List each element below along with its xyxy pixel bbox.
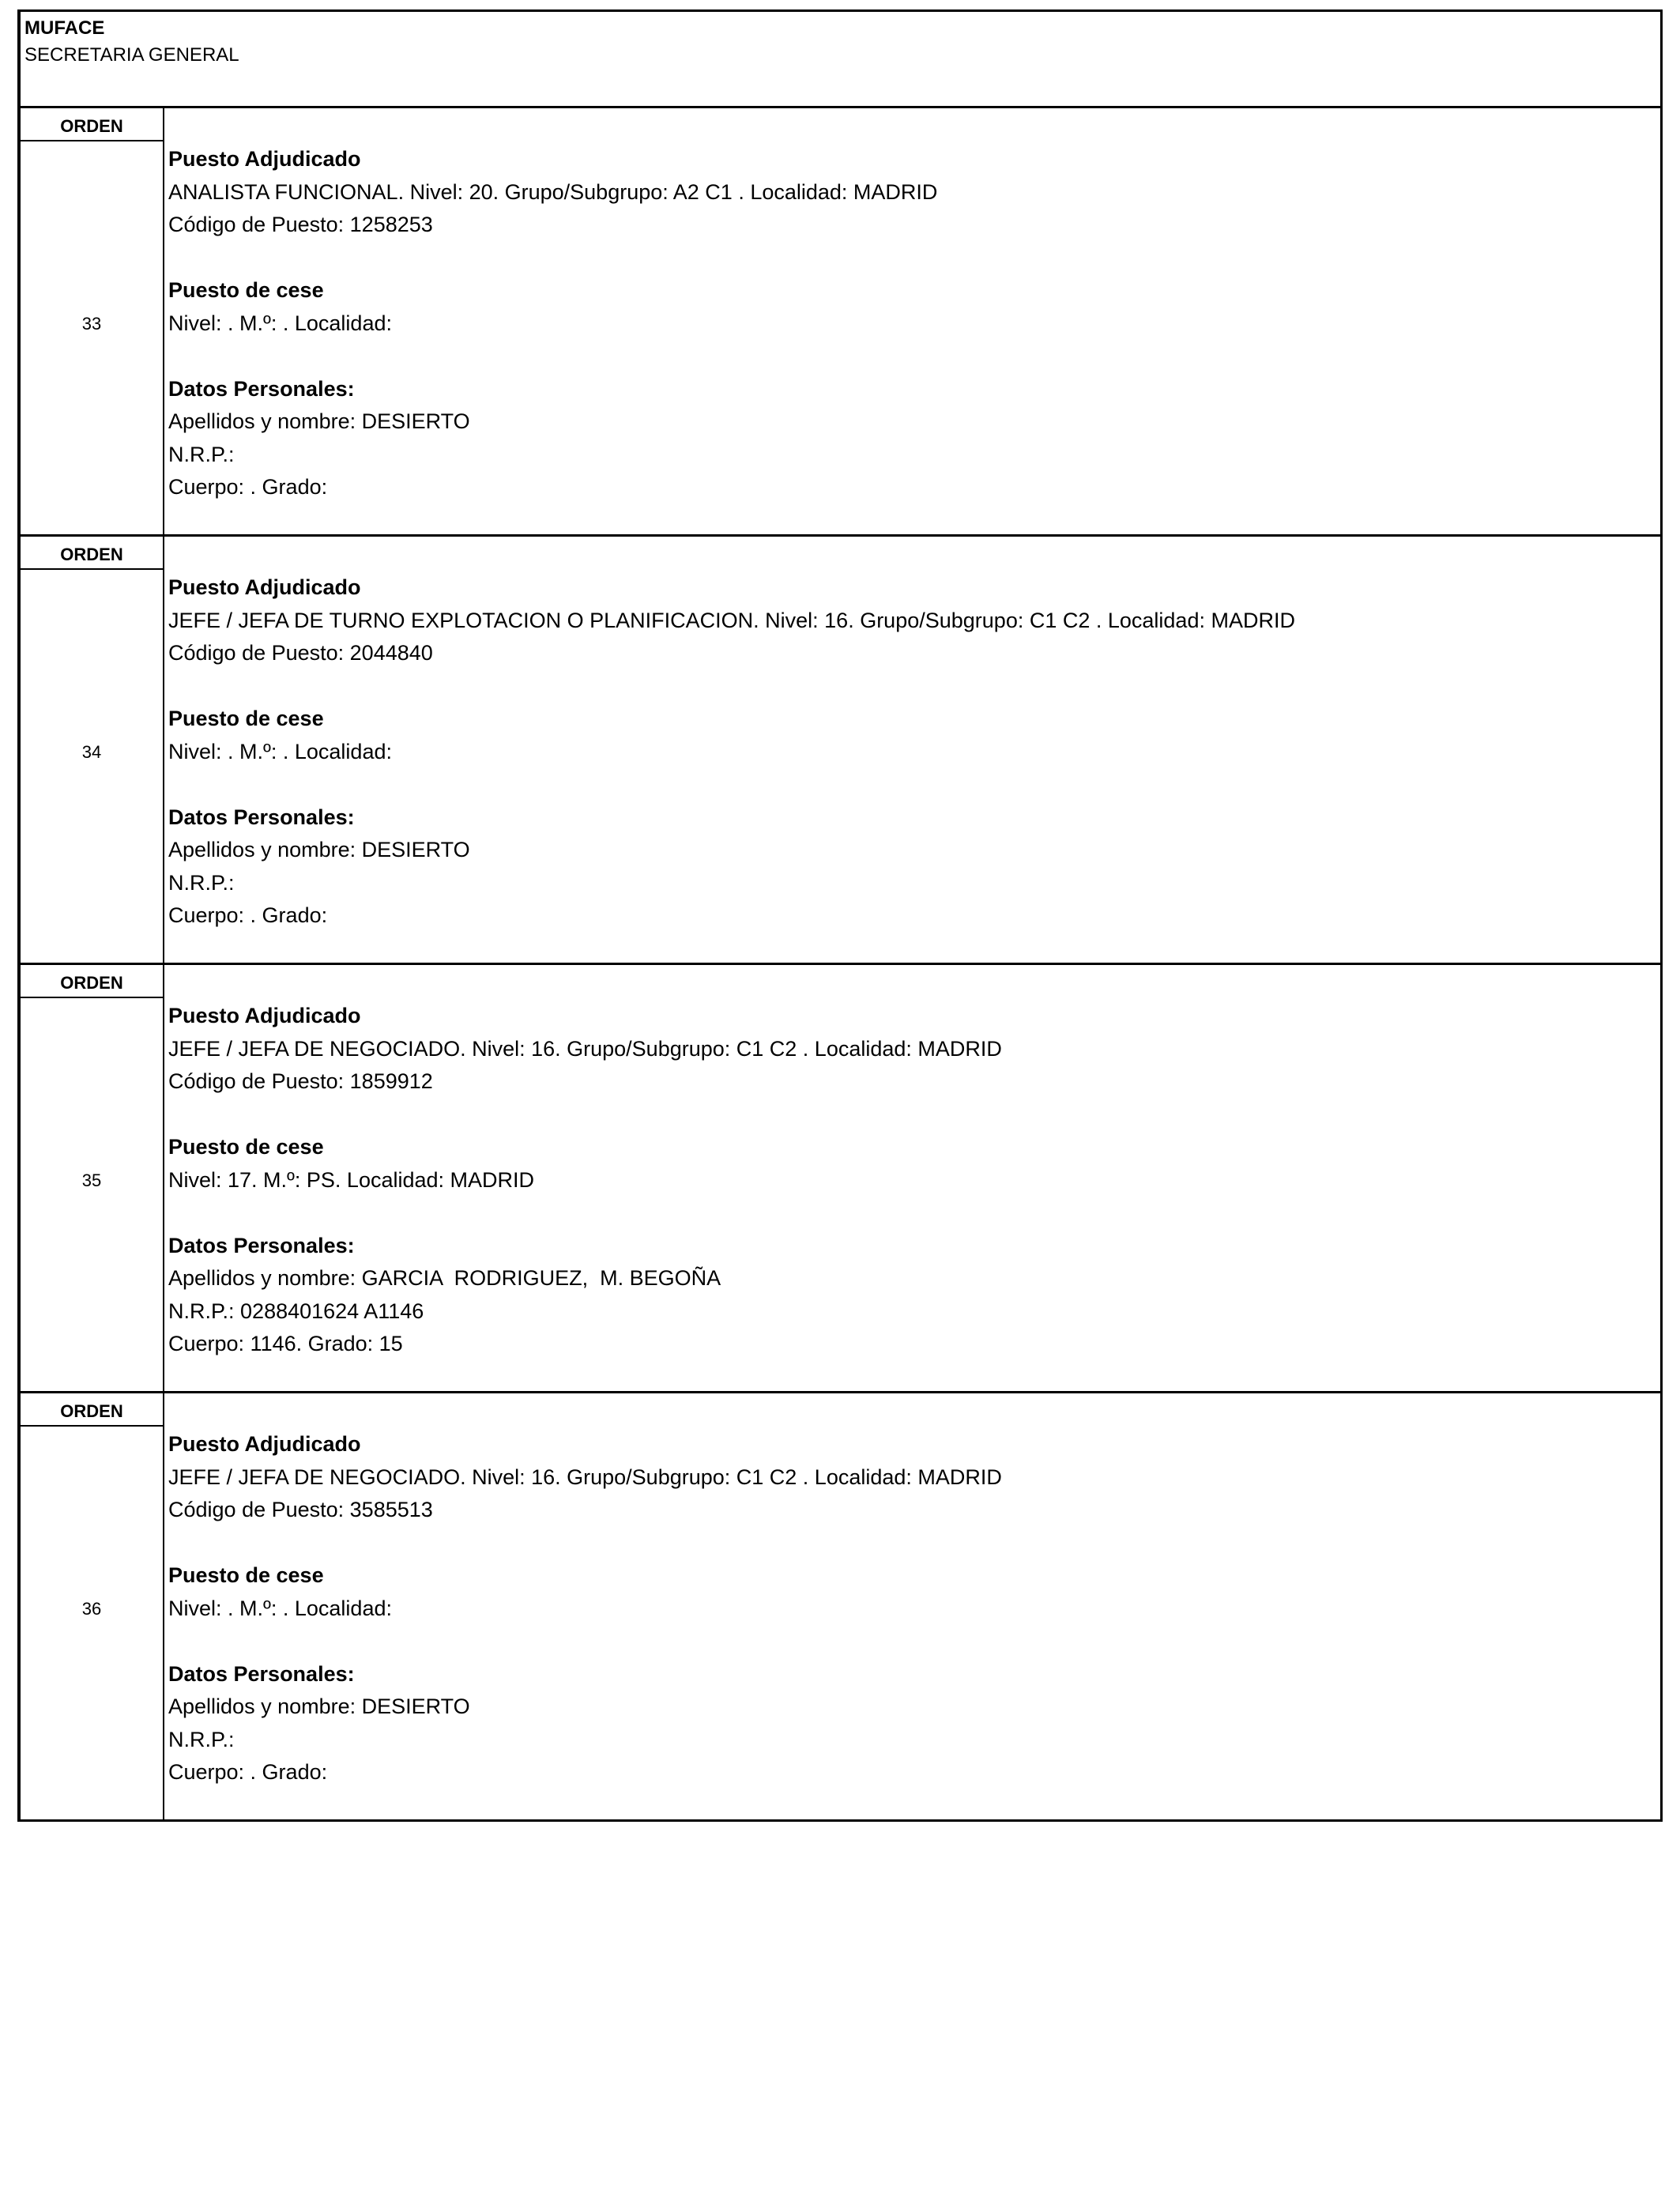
puesto-cese-heading: Puesto de cese xyxy=(168,278,324,302)
spacer xyxy=(168,1527,1660,1560)
nrp: N.R.P.: xyxy=(168,442,235,466)
organization-unit: SECRETARIA GENERAL xyxy=(24,44,239,66)
cuerpo-grado: Cuerpo: . Grado: xyxy=(168,903,328,927)
orden-label: ORDEN xyxy=(21,1393,163,1427)
record-row xyxy=(17,965,1663,1393)
spacer xyxy=(168,340,1660,373)
codigo-puesto: Código de Puesto: 3585513 xyxy=(168,1498,433,1521)
orden-column xyxy=(21,108,164,534)
cuerpo-grado: Cuerpo: . Grado: xyxy=(168,1760,328,1784)
document-page xyxy=(17,9,1663,1822)
nrp: N.R.P.: xyxy=(168,870,235,895)
spacer xyxy=(168,1099,1660,1132)
puesto-description: JEFE / JEFA DE NEGOCIADO. Nivel: 16. Grupo/Subgrupo: C1 C2 . Localidad: MADRID xyxy=(168,1465,1002,1489)
puesto-cese-details: Nivel: . M.º: . Localidad: xyxy=(168,1596,392,1620)
orden-number: 35 xyxy=(81,1170,102,1190)
puesto-adjudicado-heading: Puesto Adjudicado xyxy=(168,1432,361,1456)
codigo-puesto: Código de Puesto: 1258253 xyxy=(168,213,433,236)
record-row xyxy=(17,537,1663,965)
record-details xyxy=(164,965,1660,1391)
cuerpo-grado: Cuerpo: . Grado: xyxy=(168,475,328,499)
codigo-puesto: Código de Puesto: 2044840 xyxy=(168,641,433,665)
orden-label: ORDEN xyxy=(21,537,163,570)
record-details xyxy=(164,537,1660,963)
spacer xyxy=(168,1625,1660,1658)
nrp: N.R.P.: xyxy=(168,1727,235,1751)
orden-number: 33 xyxy=(81,313,102,334)
puesto-cese-details: Nivel: 17. M.º: PS. Localidad: MADRID xyxy=(168,1167,535,1192)
puesto-description: JEFE / JEFA DE TURNO EXPLOTACION O PLANIFICACION. Nivel: 16. Grupo/Subgrupo: C1 C2 . Localidad: MADRID xyxy=(168,608,1295,632)
datos-personales-heading: Datos Personales: xyxy=(168,376,355,401)
apellidos-nombre: Apellidos y nombre: DESIERTO xyxy=(168,409,470,433)
record-row xyxy=(17,108,1663,537)
orden-column xyxy=(21,1393,164,1819)
puesto-cese-heading: Puesto de cese xyxy=(168,1563,324,1587)
apellidos-nombre: Apellidos y nombre: GARCIA RODRIGUEZ, M. BEGOÑA xyxy=(168,1266,721,1290)
puesto-cese-heading: Puesto de cese xyxy=(168,1135,324,1159)
organization-name: MUFACE xyxy=(24,17,105,39)
datos-personales-heading: Datos Personales: xyxy=(168,1233,355,1257)
puesto-adjudicado-heading: Puesto Adjudicado xyxy=(168,1004,361,1027)
record-details xyxy=(164,108,1660,534)
apellidos-nombre: Apellidos y nombre: DESIERTO xyxy=(168,1695,470,1718)
spacer xyxy=(168,1197,1660,1230)
puesto-cese-heading: Puesto de cese xyxy=(168,707,324,730)
puesto-adjudicado-heading: Puesto Adjudicado xyxy=(168,575,361,599)
apellidos-nombre: Apellidos y nombre: DESIERTO xyxy=(168,838,470,861)
puesto-description: JEFE / JEFA DE NEGOCIADO. Nivel: 16. Grupo/Subgrupo: C1 C2 . Localidad: MADRID xyxy=(168,1036,1002,1061)
datos-personales-heading: Datos Personales: xyxy=(168,1661,355,1686)
cuerpo-grado: Cuerpo: 1146. Grado: 15 xyxy=(168,1332,403,1355)
record-details xyxy=(164,1393,1660,1819)
codigo-puesto: Código de Puesto: 1859912 xyxy=(168,1069,433,1093)
datos-personales-heading: Datos Personales: xyxy=(168,805,355,829)
orden-number: 34 xyxy=(81,741,102,762)
puesto-cese-details: Nivel: . M.º: . Localidad: xyxy=(168,311,392,335)
record-row xyxy=(17,1393,1663,1822)
puesto-cese-details: Nivel: . M.º: . Localidad: xyxy=(168,739,392,763)
puesto-description: ANALISTA FUNCIONAL. Nivel: 20. Grupo/Subgrupo: A2 C1 . Localidad: MADRID xyxy=(168,179,938,204)
orden-label: ORDEN xyxy=(21,965,163,998)
puesto-adjudicado-heading: Puesto Adjudicado xyxy=(168,147,361,171)
orden-column xyxy=(21,537,164,963)
spacer xyxy=(168,242,1660,275)
spacer xyxy=(168,670,1660,703)
spacer xyxy=(168,768,1660,801)
orden-number: 36 xyxy=(81,1598,102,1619)
orden-column xyxy=(21,965,164,1391)
orden-label: ORDEN xyxy=(21,108,163,141)
document-header xyxy=(17,9,1663,108)
nrp: N.R.P.: 0288401624 A1146 xyxy=(168,1299,424,1323)
